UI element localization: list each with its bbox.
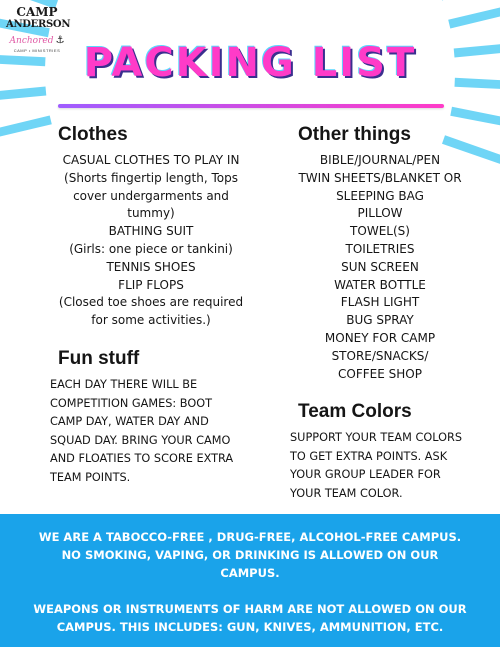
list-item: SLEEPING BAG bbox=[336, 188, 424, 203]
text-line: AND FLOATIES TO SCORE EXTRA bbox=[50, 452, 234, 465]
list-item: BIBLE/JOURNAL/PEN bbox=[319, 153, 441, 167]
text-line: SUPPORT YOUR TEAM COLORS bbox=[290, 431, 463, 444]
text-line: YOUR GROUP LEADER FOR bbox=[290, 468, 441, 481]
banner-line: NO SMOKING, VAPING, OR DRINKING IS ALLOWED ON OUR bbox=[61, 548, 439, 562]
other-things-heading: Other things bbox=[298, 124, 411, 145]
policy-banner bbox=[0, 514, 500, 647]
banner-line: WE ARE A TABOCCO-FREE , DRUG-FREE, ALCOHOL-FREE CAMPUS. bbox=[38, 530, 462, 544]
text-line: CAMP DAY, WATER DAY AND bbox=[50, 415, 209, 428]
list-item: TOILETRIES bbox=[345, 241, 415, 256]
text-line: SQUAD DAY. BRING YOUR CAMO bbox=[50, 433, 231, 447]
list-item: for some activities.) bbox=[91, 313, 211, 328]
list-item: STORE/SNACKS/ bbox=[331, 348, 429, 363]
text-line: EACH DAY THERE WILL BE bbox=[50, 378, 198, 391]
fun-stuff-text bbox=[50, 376, 280, 487]
fun-stuff-heading: Fun stuff bbox=[58, 348, 140, 369]
list-item: WATER BOTTLE bbox=[334, 277, 426, 292]
list-item: CASUAL CLOTHES TO PLAY IN bbox=[62, 153, 240, 167]
text-line: COMPETITION GAMES: BOOT bbox=[50, 396, 213, 410]
logo-line-camp: CAMP bbox=[16, 5, 58, 19]
banner-line: CAMPUS. bbox=[220, 566, 280, 580]
banner-paragraph-substances bbox=[30, 528, 470, 582]
list-item: (Shorts fingertip length, Tops bbox=[64, 170, 238, 185]
list-item: TOWEL(S) bbox=[350, 224, 410, 239]
sunburst-ray bbox=[0, 87, 46, 106]
banner-line: WEAPONS OR INSTRUMENTS OF HARM ARE NOT ALLOWED ON OUR bbox=[33, 602, 467, 616]
list-item: BATHING SUIT bbox=[108, 224, 194, 239]
logo-line-anderson: ANDERSON bbox=[6, 19, 71, 30]
list-item: BUG SPRAY bbox=[346, 313, 414, 328]
list-item: SUN SCREEN bbox=[341, 259, 419, 274]
list-item: FLASH LIGHT bbox=[340, 295, 420, 310]
clothes-heading: Clothes bbox=[58, 124, 128, 145]
list-item: TENNIS SHOES bbox=[106, 259, 196, 274]
other-things-list bbox=[270, 152, 490, 383]
logo-line-anchored: Anchored bbox=[9, 36, 54, 46]
banner-line: CAMPUS. THIS INCLUDES: GUN, KNIVES, AMMUNITION, ETC. bbox=[56, 620, 444, 634]
page-title: PACKING LIST bbox=[83, 40, 417, 86]
list-item: cover undergarments and bbox=[73, 188, 229, 203]
sunburst-ray bbox=[450, 107, 500, 138]
logo-line-ministries: CAMP • MINISTRIES bbox=[13, 48, 61, 53]
anchor-icon: ⚓ bbox=[55, 35, 65, 46]
list-item: PILLOW bbox=[357, 206, 403, 221]
team-colors-text bbox=[290, 429, 495, 503]
sunburst-ray bbox=[0, 116, 52, 151]
list-item: (Closed toe shoes are required bbox=[58, 295, 244, 310]
list-item: MONEY FOR CAMP bbox=[324, 330, 436, 345]
team-colors-heading: Team Colors bbox=[298, 401, 412, 422]
title-underline bbox=[58, 104, 444, 108]
sunburst-ray bbox=[439, 0, 500, 1]
text-line: TO GET EXTRA POINTS. ASK bbox=[290, 449, 448, 463]
text-line: YOUR TEAM COLOR. bbox=[290, 486, 403, 500]
banner-paragraph-weapons bbox=[30, 600, 470, 636]
clothes-list bbox=[40, 152, 262, 330]
text-line: TEAM POINTS. bbox=[50, 470, 131, 484]
list-item: COFFEE SHOP bbox=[338, 366, 422, 381]
list-item: (Girls: one piece or tankini) bbox=[69, 241, 233, 256]
list-item: tummy) bbox=[127, 206, 175, 221]
sunburst-ray bbox=[448, 0, 500, 28]
list-item: FLIP FLOPS bbox=[118, 277, 184, 292]
list-item: TWIN SHEETS/BLANKET OR bbox=[298, 170, 462, 185]
